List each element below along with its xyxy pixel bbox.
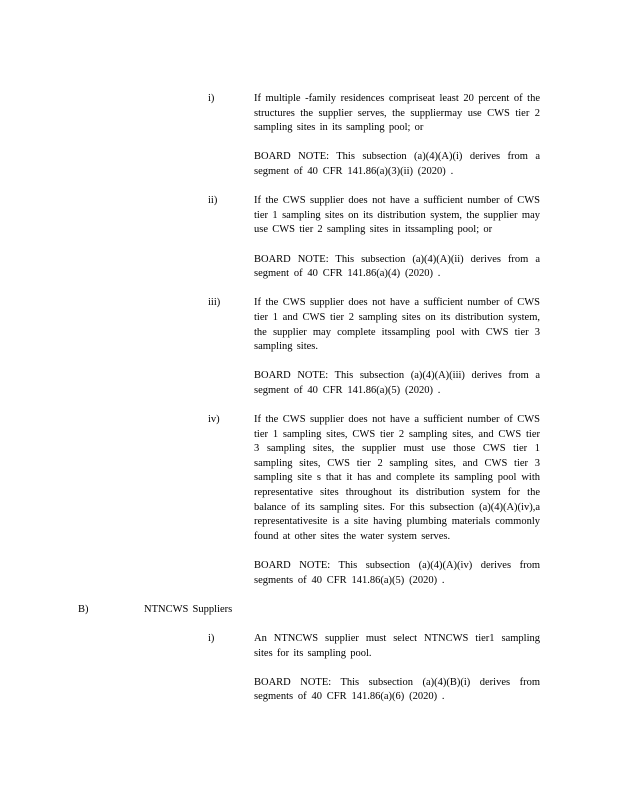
list-item-text: If the CWS supplier does not have a sufficient number of CWS tier 1 sampling sites, CWS tier 2 sampling sites, and CWS tier 3 sampling sites, the supplier must use those CWS tier 1 sampling sites, CWS tier 2 sampling sites, and CWS tier 3 sampling site s that it has and complete its sampling pool with representative sites throughout its distribution system for the balance of its sampling sites. For this subsection (a)(4)(A)(iv),a representativesite is a site having plumbing materials commonly found at other sites the water system serves. <box>254 414 540 542</box>
paragraph-spacer <box>78 661 540 676</box>
list-item <box>78 632 540 661</box>
list-item <box>78 296 540 354</box>
list-item-marker: iv) <box>208 414 220 426</box>
board-note-text: BOARD NOTE: This subsection (a)(4)(B)(i) derives from segments of 40 CFR 141.86(a)(6) (2020) . <box>254 676 540 703</box>
board-note-text: BOARD NOTE: This subsection (a)(4)(A)(ii) derives from a segment of 40 CFR 141.86(a)(4) (2020) . <box>254 253 540 280</box>
list-item <box>78 92 540 136</box>
paragraph-spacer <box>78 544 540 559</box>
paragraph-spacer <box>78 282 540 297</box>
board-note-text: BOARD NOTE: This subsection (a)(4)(A)(i) derives from a segment of 40 CFR 141.86(a)(3)(ii) (2020) . <box>254 151 540 177</box>
board-note-text: BOARD NOTE: This subsection (a)(4)(A)(iv) derives from segments of 40 CFR 141.86(a)(5) (2020) . <box>254 560 540 586</box>
list-item-marker: ii) <box>208 195 218 207</box>
list-item-text: NTNCWS Suppliers <box>144 603 233 615</box>
paragraph-spacer <box>78 398 540 413</box>
list-item-text: An NTNCWS supplier must select NTNCWS tier1 sampling sites for its sampling pool. <box>254 632 540 659</box>
board-note <box>78 676 540 705</box>
paragraph-spacer <box>78 617 540 632</box>
board-note <box>78 369 540 398</box>
list-item-marker: iii) <box>208 297 221 309</box>
paragraph-spacer <box>78 180 540 195</box>
board-note <box>78 150 540 179</box>
list-item-marker: B) <box>78 603 89 615</box>
list-item <box>78 603 540 618</box>
paragraph-spacer <box>78 588 540 603</box>
paragraph-spacer <box>78 355 540 370</box>
list-item <box>78 194 540 238</box>
list-item <box>78 413 540 544</box>
board-note <box>78 253 540 282</box>
list-item-text: If the CWS supplier does not have a sufficient number of CWS tier 1 and CWS tier 2 sampling sites on its distribution system, the supplier may complete itssampling pool with CWS tier 3 sampling sites. <box>254 297 540 353</box>
paragraph-spacer <box>78 136 540 151</box>
paragraph-spacer <box>78 238 540 253</box>
list-item-marker: i) <box>208 632 215 644</box>
board-note <box>78 559 540 588</box>
list-item-marker: i) <box>208 93 215 104</box>
board-note-text: BOARD NOTE: This subsection (a)(4)(A)(iii) derives from a segment of 40 CFR 141.86(a)(5) (2020) . <box>254 370 540 396</box>
list-item-text: If the CWS supplier does not have a sufficient number of CWS tier 1 sampling sites on its distribution system, the supplier may use CWS tier 2 sampling sites in itssampling pool; or <box>254 195 540 236</box>
list-item-text: If multiple -family residences compriseat least 20 percent of the structures the supplier serves, the suppliermay use CWS tier 2 sampling sites in its sampling pool; or <box>254 93 540 134</box>
